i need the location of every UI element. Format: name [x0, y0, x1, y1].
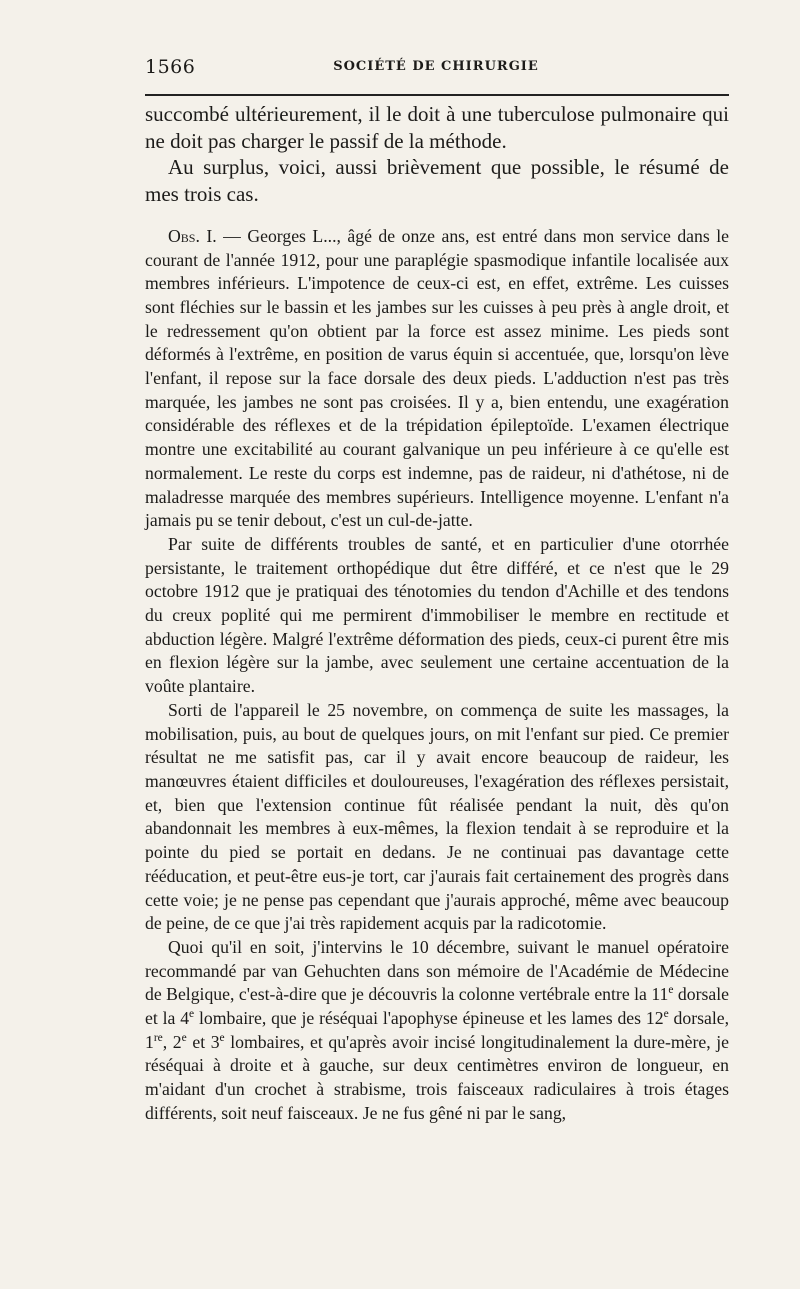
page-header: [145, 54, 727, 84]
paragraph-summary-intro: Au surplus, voici, aussi brièvement que possible, le résumé de mes trois cas.: [145, 155, 729, 207]
operation-text-part: dorsale, 1: [145, 1008, 730, 1052]
ordinal-superscript: e: [668, 984, 674, 997]
paragraph-continuation: succombé ultérieurement, il le doit à une tuberculose pulmonaire qui ne doit pas charger le passif de la méthode.: [145, 102, 729, 153]
running-head: SOCIÉTÉ DE CHIRURGIE: [333, 59, 539, 74]
ordinal-superscript: e: [181, 1031, 187, 1044]
paragraph-rehabilitation: Sorti de l'appareil le 25 novembre, on commença de suite les massages, la mobilisation, puis, au bout de quelques jours, on mit l'enfant sur pied. Ce premier résultat ne me satisfit pas, car il y avait encore beaucoup de raideur, les manœuvres étaient difficiles et douloureuses, l'exagération des réflexes persistait, et, bien que l'extension continue fût réalisée pendant la nuit, dès qu'on abandonnait les membres à eux-mêmes, la flexion tendait à se reproduire et la pointe du pied se portait en dedans. Je ne continuai pas davantage cette rééducation, et peut-être eus-je tort, car j'aurais fait certainement des progrès dans cette voie; je ne pense pas cependant que j'aurais approché, même avec beaucoup de peine, de ce que j'ai très rapidement acquis par la radicotomie.: [145, 699, 729, 934]
ordinal-superscript: e: [663, 1008, 669, 1021]
observation-text: — Georges L..., âgé de onze ans, est entré dans mon service dans le courant de l'année 1912, pour une paraplégie spasmodique infantile localisée aux membres inférieurs. L'impotence de ceux-ci est, en effet, extrême. Les cuisses sont fléchies sur le bassin et les jambes sur les cuisses à peu près à angle droit, et le redressement qu'on obtient par la force est assez minime. Les pieds sont déformés à l'extrême, en position de varus équin si accentuée, que, lorsqu'on lève l'enfant, il repose sur la face dorsale des deux pieds. L'adduction n'est pas très marquée, les jambes ne sont pas croisées. Il y a, bien entendu, une exagération considérable des réflexes et de la trépidation épileptoïde. L'examen électrique montre une excitabilité au courant galvanique un peu inférieure à ce qu'elle est normalement. Le reste du corps est indemne, pas de raideur, ni d'athétose, ni de maladresse marquée des membres supérieurs. Intelligence moyenne. L'enfant n'a jamais pu se tenir debout, c'est un cul-de-jatte.: [145, 225, 729, 531]
operation-text-part: lombaires, et qu'après avoir incisé longitudinalement la dure-mère, je réséquai à droite et à gauche, sur deux centimètres environ de longueur, en m'aidant d'un crochet à strabisme, trois faisceaux radiculaires à trois étages différents, soit neuf faisceaux. Je ne fus gêné ni par le sang,: [145, 1031, 730, 1123]
page-number: 1566: [145, 56, 196, 78]
ordinal-superscript: e: [219, 1031, 225, 1044]
paragraph-operation: [145, 936, 729, 1126]
body-text: [145, 101, 729, 1126]
operation-text-part: Quoi qu'il en soit, j'intervins le 10 décembre, suivant le manuel opératoire recommandé par van Gehuchten dans son mémoire de l'Académie de Médecine de Belgique, c'est-à-dire que je découvris la colonne vertébrale entre la 11: [145, 936, 729, 1005]
operation-text-part: dorsale et la 4: [145, 984, 730, 1029]
ordinal-superscript: re: [153, 1031, 163, 1044]
observation-label: Obs. I.: [168, 225, 217, 246]
paragraph-orthopedic-treatment: Par suite de différents troubles de santé, et en particulier d'une otorrhée persistante, le traitement orthopédique dut être différé, et ce n'est que le 29 octobre 1912 que je pratiquai des ténotomies du tendon d'Achille et des tendons du creux poplité qui me permirent d'immobiliser le membre en rectitude et abduction légère. Malgré l'extrême déformation des pieds, ceux-ci purent être mis en flexion légère sur la jambe, avec seulement une certaine accentuation de la voûte plantaire.: [145, 533, 729, 697]
operation-text-part: , 2: [162, 1031, 182, 1052]
ordinal-superscript: e: [189, 1008, 195, 1021]
header-rule: [145, 94, 729, 96]
paragraph-observation-1: [145, 225, 729, 533]
operation-text-part: lombaire, que je réséquai l'apophyse épineuse et les lames des 12: [194, 1008, 664, 1029]
section-gap: [145, 208, 729, 225]
operation-text-part: et 3: [186, 1031, 220, 1052]
